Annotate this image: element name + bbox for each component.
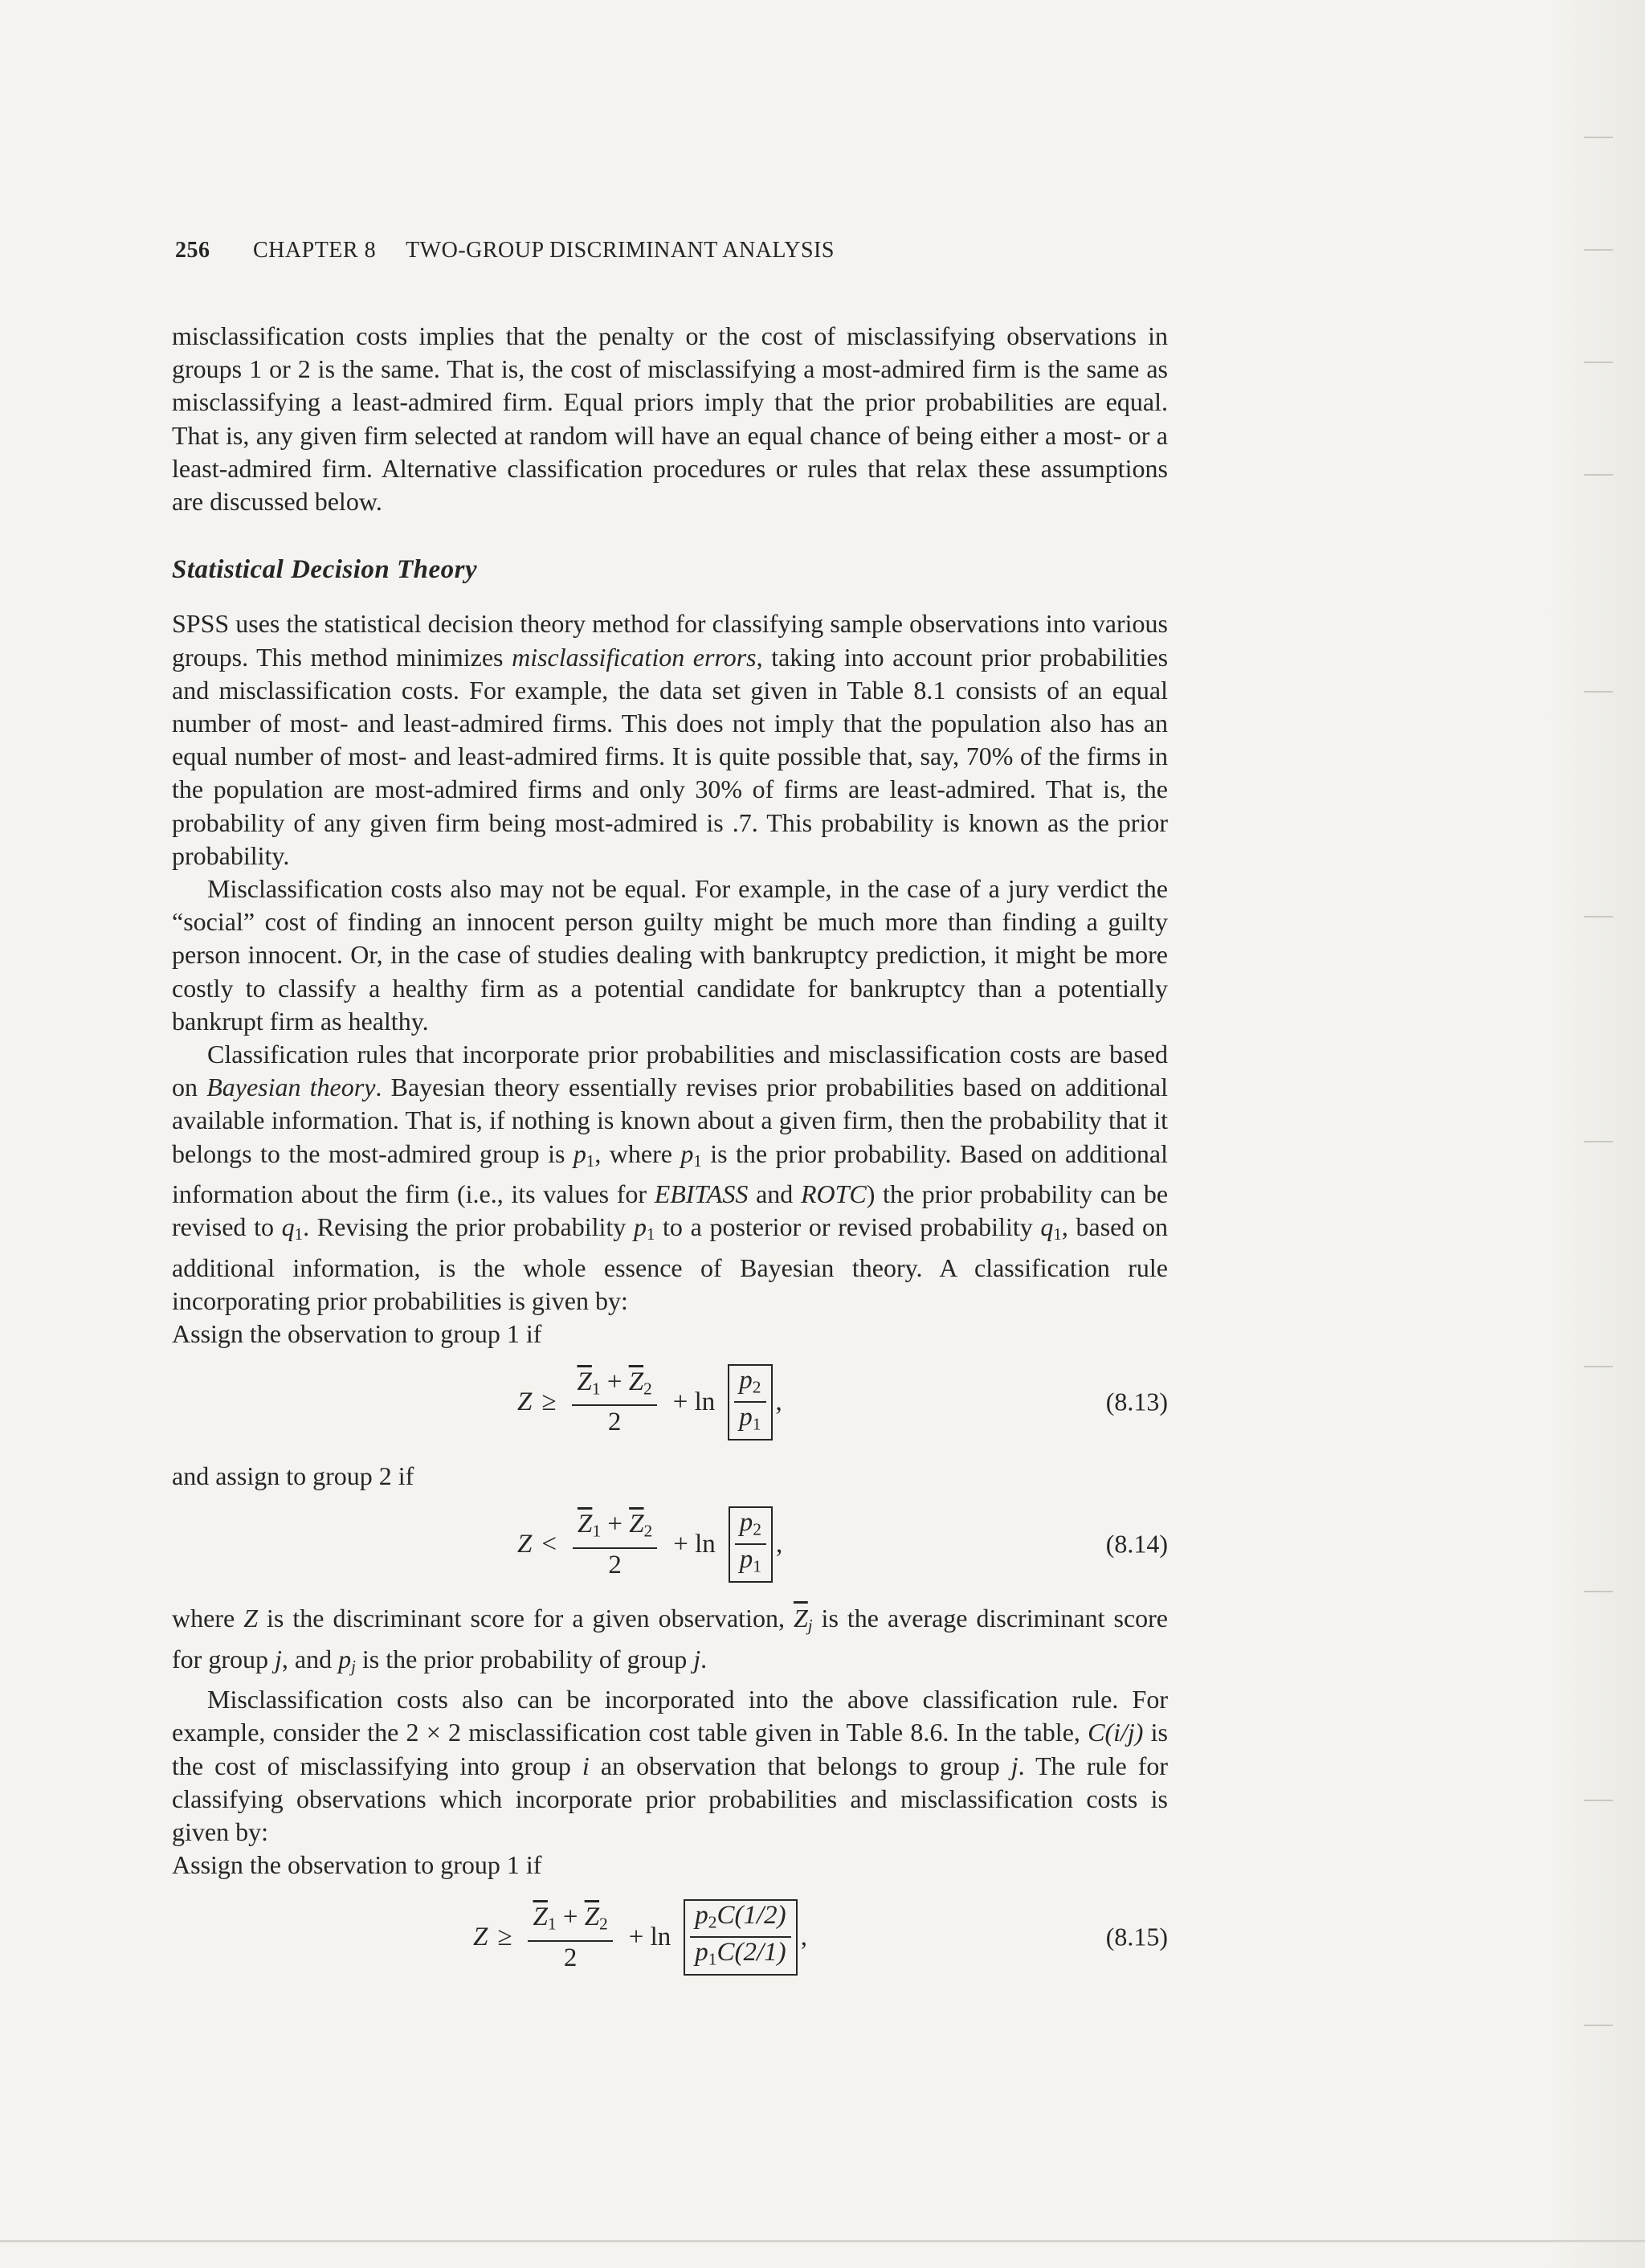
assign-group1-cost-text: Assign the observation to group 1 if	[172, 1850, 542, 1880]
paragraph-cost-table: Misclassification costs also can be incorporated into the above classification rule. For example, consider the 2 × 2 misclassification cost table given in Table 8.6. In the table, C(i/j) is the cost of misclassifying into group i an observation that belongs to group j. The rule for classifying observations which incorporate prior probabilities and misclassification costs is given by:	[172, 1685, 1169, 1847]
edge-tick	[1584, 1141, 1613, 1142]
assign-group1-text: Assign the observation to group 1 if	[172, 1319, 542, 1349]
equation-8-14	[172, 1501, 1168, 1588]
edge-tick	[1584, 362, 1613, 363]
equation-number: (8.13)	[1105, 1387, 1168, 1416]
equation-8-13	[172, 1359, 1168, 1445]
equation-number: (8.14)	[1105, 1529, 1168, 1559]
edge-tick	[1584, 1366, 1613, 1367]
paragraph-where: where Z is the discriminant score for a given observation, $\overline{Z}_j$ is the average discriminant score for group j, and $p_j$ is the prior probability of group j.	[172, 1604, 1168, 1677]
edge-tick	[1584, 916, 1613, 917]
edge-tick	[1584, 691, 1613, 693]
bracket: $\frac{p_2}{p_1}$	[728, 1364, 772, 1440]
running-header	[175, 238, 835, 264]
equation-body: Z < $\frac{\overline{Z}_1 + \overline{Z}_2}{2}$ + ln $\frac{p_2}{p_1}$ ,	[517, 1501, 782, 1588]
paragraph-continuation: misclassification costs implies that the penalty or the cost of misclassifying observations in groups 1 or 2 is the same. That is, the cost of misclassifying a most-admired firm is the same as misclassifying a least-admired firm. Equal priors imply that the prior probabilities are equal. That is, any given firm selected at random will have an equal chance of being either a most- or a least-admired firm. Alternative classification procedures or rules that relax these assumptions are discussed below.	[172, 321, 1168, 517]
paragraph-misclassification-costs: Misclassification costs also may not be equal. For example, in the case of a jury verdict the “social” cost of finding an innocent person guilty might be much more than finding a guilty person innocent. Or, in the case of studies dealing with bankruptcy prediction, it might be more costly to classify a healthy firm as a potential candidate for bankruptcy than a potentially bankrupt firm as healthy.	[172, 874, 1168, 1036]
equation-8-15	[172, 1890, 1168, 1984]
bracket: $\frac{p_2}{p_1}$	[729, 1506, 773, 1583]
equation-body: Z ≥ $\frac{\overline{Z}_1 + \overline{Z}_2}{2}$ + ln $\frac{p_2}{p_1}$ ,	[517, 1359, 782, 1445]
edge-tick	[1584, 137, 1613, 138]
equation-number: (8.15)	[1105, 1922, 1168, 1951]
bracket: $\frac{p_2C(1/2)}{p_1C(2/1)}$	[684, 1899, 797, 1976]
scan-bottom-edge	[0, 2240, 1645, 2242]
chapter-title: TWO-GROUP DISCRIMINANT ANALYSIS	[406, 238, 835, 263]
fraction: $\frac{\overline{Z}_1 + \overline{Z}_2}{2}$	[573, 1508, 657, 1580]
fraction: $\frac{\overline{Z}_1 + \overline{Z}_2}{2}$	[572, 1366, 656, 1438]
assign-group2-text: and assign to group 2 if	[172, 1461, 414, 1491]
paragraph-bayesian: Classification rules that incorporate prior probabilities and misclassification costs are based on Bayesian theory. Bayesian theory essentially revises prior probabilities based on additional available information. That is, if nothing is known about a given firm, then the probability that it belongs to the most-admired group is $p_1$, where $p_1$ is the prior probability. Based on additional information about the firm (i.e., its values for EBITASS and ROTC) the prior probability can be revised to $q_1$. Revising the prior probability $p_1$ to a posterior or revised probability $q_1$, based on additional information, is the whole essence of Bayesian theory. A classification rule incorporating prior probabilities is given by:	[172, 1040, 1169, 1315]
edge-tick	[1584, 249, 1613, 251]
emphasis-text: misclassification errors	[512, 642, 757, 672]
edge-tick	[1584, 2025, 1613, 2026]
edge-tick	[1584, 474, 1613, 476]
edge-tick	[1584, 1591, 1613, 1592]
page-number: 256	[175, 238, 210, 263]
edge-tick	[1584, 1800, 1613, 1801]
equation-body: Z ≥ $\frac{\overline{Z}_1 + \overline{Z}_2}{2}$ + ln $\frac{p_2C(1/2)}{p_1C(2/1)}$ ,	[473, 1890, 807, 1984]
page-edge-shadow	[1549, 0, 1645, 2268]
section-heading: Statistical Decision Theory	[172, 555, 478, 585]
chapter-label: CHAPTER 8	[253, 238, 377, 263]
fraction: $\frac{\overline{Z}_1 + \overline{Z}_2}{2}$	[528, 1901, 612, 1973]
page-body	[172, 320, 1168, 1999]
paragraph-spss: SPSS uses the statistical decision theory method for classifying sample observations into various groups. This method minimizes misclassification errors, taking into account prior probabilities and misclassification costs. For example, the data set given in Table 8.1 consists of an equal number of most- and least-admired firms. This does not imply that the population also has an equal number of most- and least-admired firms. It is quite possible that, say, 70% of the firms in the population are most-admired firms and only 30% of firms are least-admired. That is, the probability of any given firm being most-admired is .7. This probability is known as the prior probability.	[172, 609, 1169, 870]
